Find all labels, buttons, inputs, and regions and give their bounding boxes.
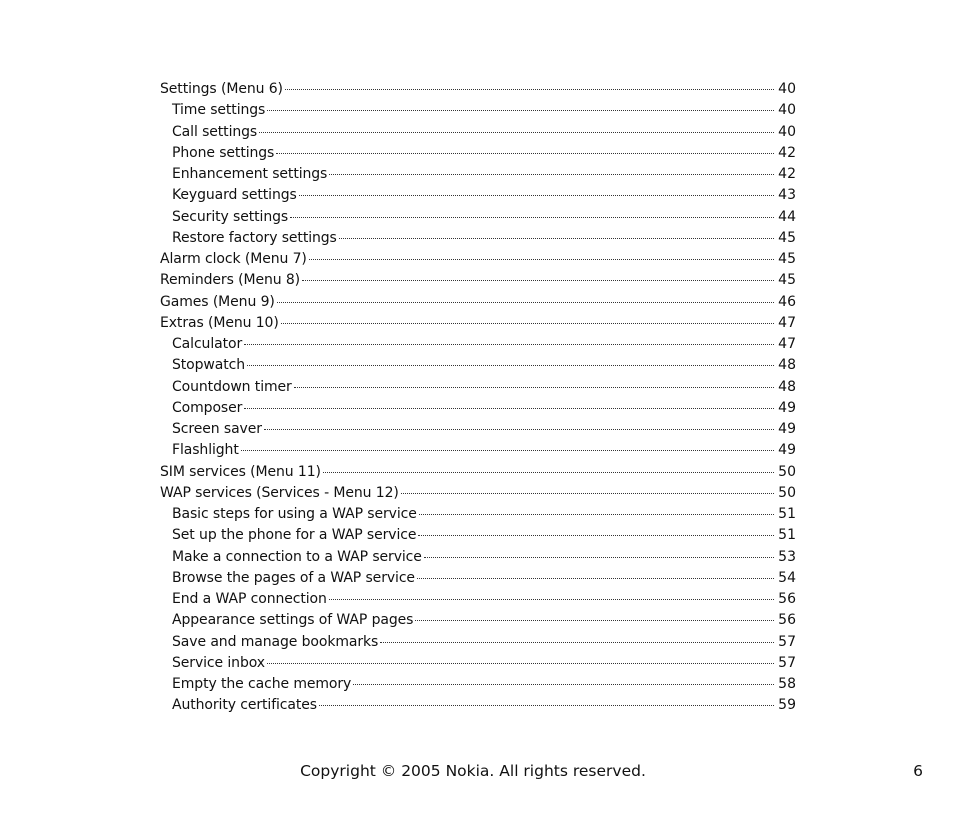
- toc-entry-title: Service inbox: [172, 654, 265, 671]
- toc-entry[interactable]: [160, 632, 796, 653]
- toc-entry[interactable]: [160, 547, 796, 568]
- toc-entry-title: Basic steps for using a WAP service: [172, 506, 417, 522]
- toc-entry-title: Restore factory settings: [172, 229, 337, 246]
- dot-leader: [267, 110, 774, 111]
- toc-entry[interactable]: [160, 228, 796, 249]
- toc-entry[interactable]: [160, 143, 796, 164]
- dot-leader: [329, 599, 774, 600]
- toc-entry[interactable]: [160, 292, 796, 313]
- toc-entry-page-number: 48: [778, 378, 796, 395]
- dot-leader: [244, 344, 774, 345]
- toc-entry-page-number: 49: [778, 442, 796, 459]
- toc-entry[interactable]: [160, 674, 796, 695]
- toc-entry-title: Browse the pages of a WAP service: [172, 569, 415, 586]
- toc-entry-title: Games (Menu 9): [160, 293, 275, 310]
- toc-entry[interactable]: [160, 79, 796, 100]
- toc-entry-title: Security settings: [172, 208, 289, 225]
- toc-entry[interactable]: [160, 695, 796, 716]
- toc-entry-page-number: 59: [778, 697, 796, 714]
- toc-entry-page-number: 57: [778, 633, 796, 650]
- dot-leader: [401, 493, 774, 494]
- toc-entry-title: Calculator: [172, 336, 243, 352]
- toc-entry-page-number: 51: [778, 506, 796, 522]
- dot-leader: [290, 217, 774, 218]
- toc-entry-title: Set up the phone for a WAP service: [172, 527, 417, 544]
- dot-leader: [417, 578, 774, 579]
- dot-leader: [380, 642, 774, 643]
- toc-entry-title: SIM services (Menu 11): [160, 463, 321, 480]
- toc-entry-page-number: 57: [778, 654, 796, 671]
- toc-entry-page-number: 43: [778, 187, 796, 204]
- toc-entry[interactable]: [160, 185, 796, 206]
- toc-entry-page-number: 45: [778, 229, 796, 246]
- toc-entry-page-number: 45: [778, 272, 796, 289]
- toc-entry-page-number: 42: [778, 166, 796, 182]
- toc-entry-page-number: 49: [778, 399, 796, 416]
- toc-entry-title: Settings (Menu 6): [160, 81, 283, 97]
- toc-entry[interactable]: [160, 653, 796, 674]
- dot-leader: [244, 408, 774, 409]
- toc-entry[interactable]: [160, 589, 796, 610]
- dot-leader: [299, 195, 774, 196]
- toc-entry-title: WAP services (Services - Menu 12): [160, 484, 399, 501]
- dot-leader: [241, 450, 774, 451]
- dot-leader: [277, 302, 774, 303]
- toc-entry[interactable]: [160, 122, 796, 143]
- dot-leader: [264, 429, 774, 430]
- toc-entry-title: Reminders (Menu 8): [160, 272, 301, 289]
- toc-entry-page-number: 47: [778, 314, 796, 331]
- toc-entry-title: Flashlight: [172, 442, 239, 459]
- toc-entry[interactable]: [160, 313, 796, 334]
- toc-entry-page-number: 40: [778, 123, 796, 140]
- toc-entry-title: Composer: [172, 399, 243, 416]
- dot-leader: [323, 472, 774, 473]
- toc-entry-title: Extras (Menu 10): [160, 314, 279, 331]
- toc-entry-title: Alarm clock (Menu 7): [160, 251, 307, 267]
- toc-entry-title: Screen saver: [172, 421, 262, 437]
- dot-leader: [267, 663, 774, 664]
- dot-leader: [259, 132, 774, 133]
- toc-entry-page-number: 45: [778, 251, 796, 267]
- toc-entry-page-number: 53: [778, 548, 796, 565]
- toc-entry[interactable]: [160, 462, 796, 483]
- toc-entry-title: Keyguard settings: [172, 187, 297, 204]
- dot-leader: [247, 365, 774, 366]
- dot-leader: [302, 280, 774, 281]
- toc-entry[interactable]: [160, 610, 796, 631]
- dot-leader: [294, 387, 774, 388]
- toc-entry-page-number: 56: [778, 591, 796, 607]
- dot-leader: [415, 620, 774, 621]
- toc-entry-title: Phone settings: [172, 144, 275, 161]
- toc-entry-title: End a WAP connection: [172, 591, 327, 607]
- toc-entry[interactable]: [160, 100, 796, 121]
- toc-entry-page-number: 48: [778, 357, 796, 374]
- toc-entry-title: Save and manage bookmarks: [172, 633, 379, 650]
- dot-leader: [276, 153, 774, 154]
- toc-entry[interactable]: [160, 355, 796, 376]
- toc-entry-title: Enhancement settings: [172, 166, 328, 182]
- dot-leader: [424, 557, 774, 558]
- toc-entry-page-number: 56: [778, 612, 796, 629]
- toc-entry[interactable]: [160, 270, 796, 291]
- dot-leader: [419, 514, 774, 515]
- dot-leader: [309, 259, 774, 260]
- toc-entry[interactable]: [160, 504, 796, 525]
- toc-entry[interactable]: [160, 377, 796, 398]
- toc-entry-page-number: 54: [778, 569, 796, 586]
- dot-leader: [329, 174, 774, 175]
- toc-entry-title: Authority certificates: [172, 697, 317, 714]
- toc-entry-page-number: 40: [778, 81, 796, 97]
- dot-leader: [281, 323, 774, 324]
- toc-entry-title: Time settings: [172, 102, 266, 119]
- dot-leader: [339, 238, 774, 239]
- toc-entry-page-number: 44: [778, 208, 796, 225]
- toc-entry[interactable]: [160, 398, 796, 419]
- toc-entry[interactable]: [160, 568, 796, 589]
- dot-leader: [418, 535, 774, 536]
- dot-leader: [285, 89, 774, 90]
- toc-entry[interactable]: [160, 207, 796, 228]
- toc-entry-title: Call settings: [172, 123, 258, 140]
- toc-entry-title: Stopwatch: [172, 357, 246, 374]
- toc-entry-page-number: 40: [778, 102, 796, 119]
- toc-entry[interactable]: [160, 483, 796, 504]
- toc-entry-page-number: 42: [778, 144, 796, 161]
- toc-entry-page-number: 50: [778, 484, 796, 501]
- toc-entry-page-number: 49: [778, 421, 796, 437]
- toc-entry[interactable]: [160, 334, 796, 355]
- toc-entry-page-number: 51: [778, 527, 796, 544]
- toc-entry-page-number: 50: [778, 463, 796, 480]
- toc-entry-page-number: 47: [778, 336, 796, 352]
- toc-entry-title: Countdown timer: [172, 378, 292, 395]
- toc-entry[interactable]: [160, 525, 796, 546]
- dot-leader: [353, 684, 774, 685]
- toc-entry-page-number: 58: [778, 676, 796, 692]
- toc-entry-title: Empty the cache memory: [172, 676, 352, 692]
- toc-entry[interactable]: [160, 164, 796, 185]
- toc-entry-title: Make a connection to a WAP service: [172, 548, 422, 565]
- table-of-contents: [160, 79, 796, 717]
- toc-entry[interactable]: [160, 419, 796, 440]
- toc-entry-page-number: 46: [778, 293, 796, 310]
- toc-entry[interactable]: [160, 440, 796, 461]
- toc-entry[interactable]: [160, 249, 796, 270]
- dot-leader: [319, 705, 774, 706]
- toc-entry-title: Appearance settings of WAP pages: [172, 612, 414, 629]
- page-number: 6: [913, 762, 923, 780]
- footer-copyright: Copyright © 2005 Nokia. All rights reserved.: [300, 762, 646, 780]
